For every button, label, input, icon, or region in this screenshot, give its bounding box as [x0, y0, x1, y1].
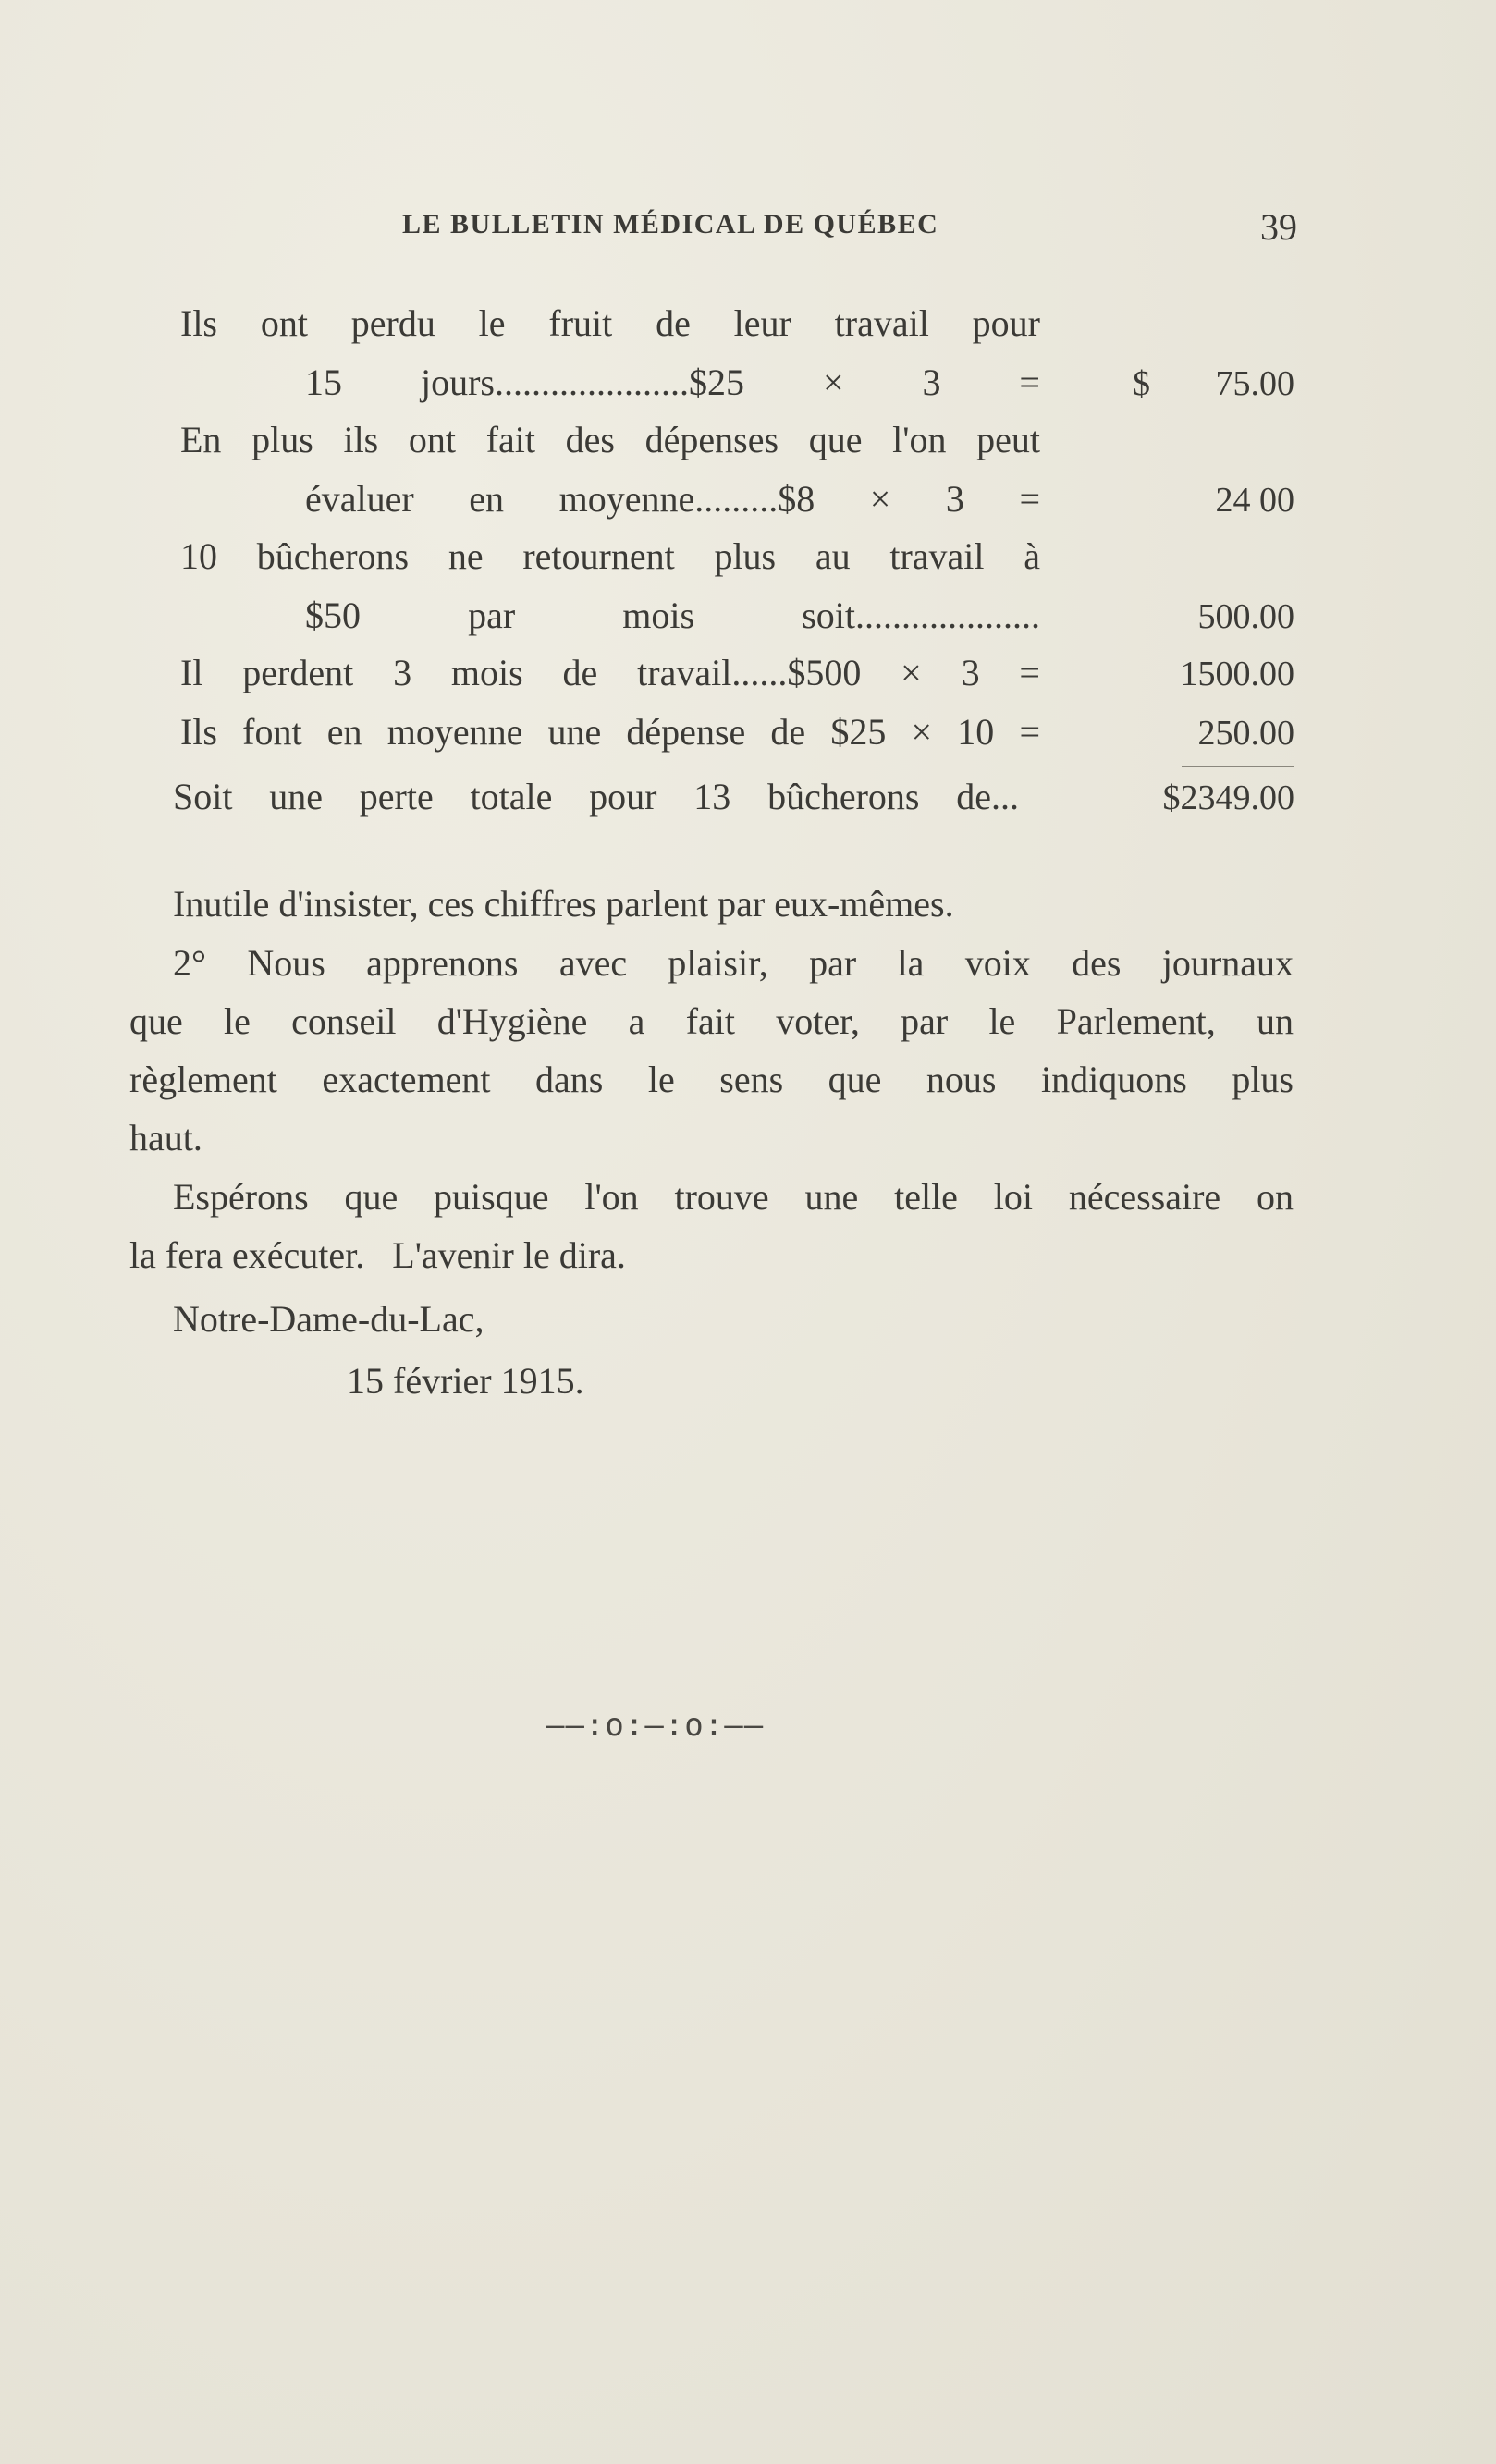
- page-header: [0, 205, 1496, 251]
- expense-row-3-line2: $50 par mois soit....................: [305, 595, 1040, 636]
- paragraph-2-line-2: que le conseil d'Hygiène a fait voter, par le Parlement, un: [129, 1000, 1294, 1042]
- signature-date: 15 février 1915.: [347, 1360, 584, 1402]
- page-number: 39: [1260, 206, 1297, 248]
- expense-row-4-line1: Il perdent 3 mois de travail......$500 × 3 =: [180, 652, 1040, 693]
- expense-row-2-line2: évaluer en moyenne.........$8 × 3 =: [305, 478, 1040, 520]
- total-label: Soit une perte totale pour 13 bûcherons de...: [173, 776, 1019, 817]
- expense-row-3-line1: 10 bûcherons ne retournent plus au travail à: [180, 535, 1040, 577]
- end-ornament: ——:o:—:o:——: [546, 1707, 765, 1744]
- expense-amount-3: 500.00: [1197, 597, 1294, 636]
- paragraph-2-line-4: haut.: [129, 1117, 202, 1158]
- expense-amount-2: 24 00: [1215, 481, 1294, 520]
- expense-amount-5: 250.00: [1197, 714, 1294, 753]
- paragraph-3-line-2: la fera exécuter. L'avenir le dira.: [129, 1234, 626, 1276]
- expense-row-5-line1: Ils font en moyenne une dépense de $25 × 10 =: [180, 711, 1040, 753]
- running-title: LE BULLETIN MÉDICAL DE QUÉBEC: [402, 209, 939, 239]
- total-rule: [1182, 766, 1294, 767]
- expense-row-1-line2: 15 jours.....................$25 × 3 =: [305, 362, 1040, 403]
- expense-row-1-line1: Ils ont perdu le fruit de leur travail pour: [180, 302, 1040, 344]
- total-amount: $2349.00: [1162, 778, 1294, 817]
- amount-value: 75.00: [1215, 364, 1294, 403]
- expense-amount-4: 1500.00: [1180, 655, 1294, 693]
- dollar-sign: $: [1133, 364, 1150, 403]
- paragraph-1: Inutile d'insister, ces chiffres parlent par eux-mêmes.: [173, 883, 954, 925]
- paragraph-3-line-1: Espérons que puisque l'on trouve une telle loi nécessaire on: [173, 1176, 1294, 1218]
- paragraph-2-line-1: 2° Nous apprenons avec plaisir, par la voix des journaux: [173, 942, 1294, 984]
- paragraph-2-line-3: règlement exactement dans le sens que nous indiquons plus: [129, 1059, 1294, 1100]
- signature-place: Notre-Dame-du-Lac,: [173, 1298, 484, 1340]
- expense-row-2-line1: En plus ils ont fait des dépenses que l'on peut: [180, 419, 1040, 460]
